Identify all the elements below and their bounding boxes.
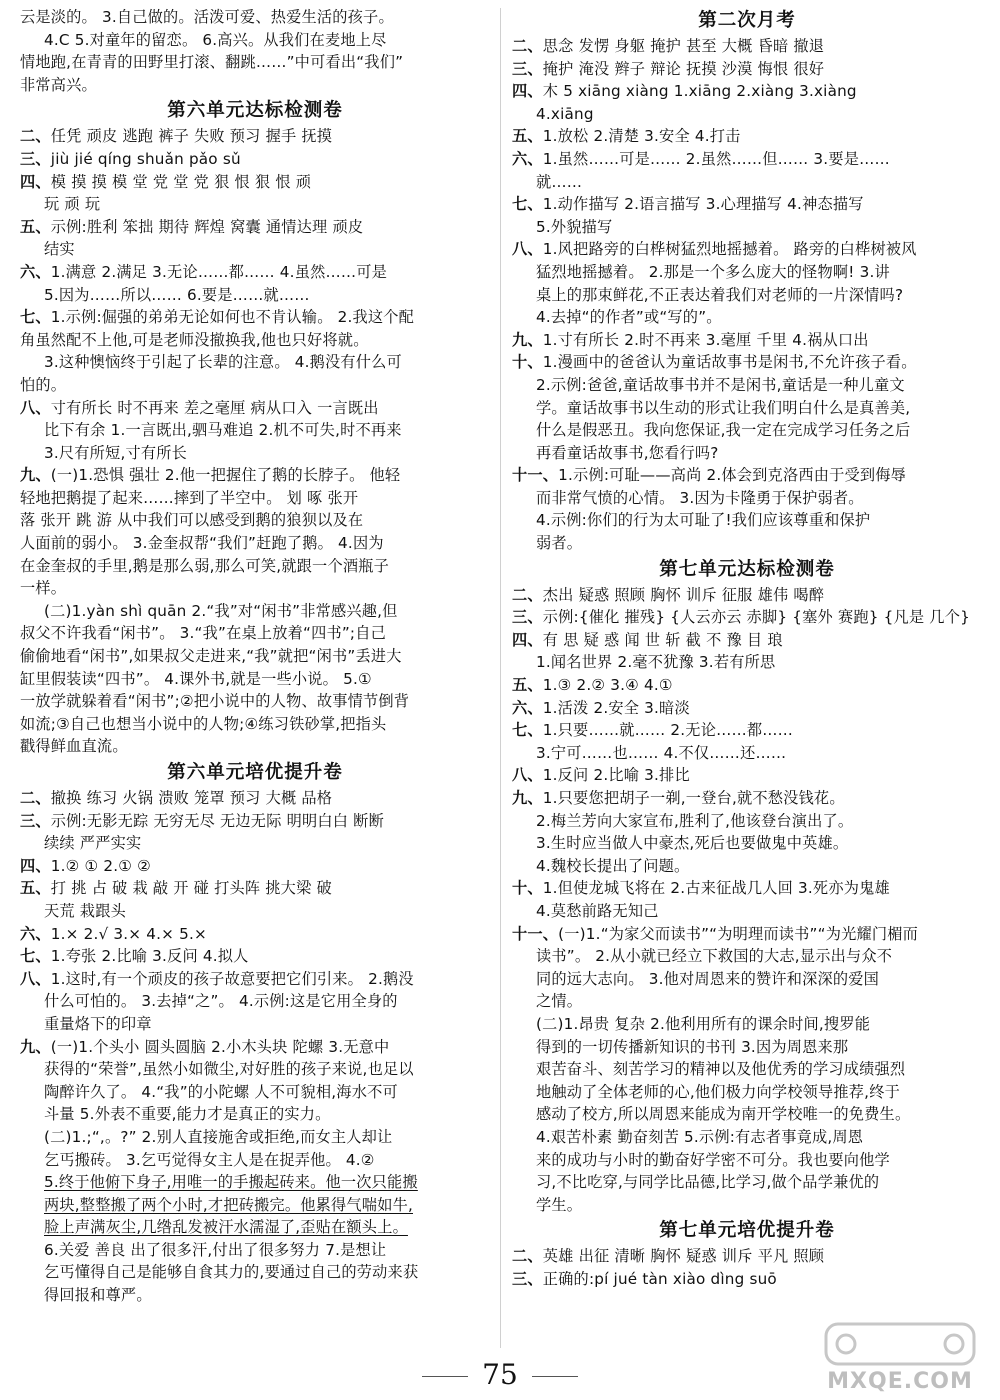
- answer-text: 感动了校方,所以周恩来能成为南开学校唯一的免费生。: [536, 1105, 911, 1124]
- answer-line: [512, 193, 982, 216]
- answer-text: 结实: [44, 240, 75, 259]
- answer-line: [20, 306, 490, 329]
- answer-line: [512, 125, 982, 148]
- answer-text: 1.风把路旁的白桦树猛烈地摇撼着。 路旁的白桦树被风: [542, 240, 917, 259]
- answer-line: [512, 306, 982, 329]
- question-number: 十、: [512, 879, 543, 898]
- answer-line: [20, 148, 490, 171]
- answer-line: [20, 1013, 490, 1036]
- answer-text: 4.去掉“的作者”或“写的”。: [536, 308, 722, 327]
- answer-text: 5.外貌描写: [536, 217, 613, 236]
- answer-text: 1.闻名世界 2.毫不犹豫 3.若有所思: [536, 653, 776, 672]
- answer-line: [512, 532, 982, 555]
- answer-line: [512, 606, 982, 629]
- answer-text: 学。童话故事书以生动的形式让我们明白什么是真善美,: [536, 398, 911, 417]
- watermark-logo-icon: [806, 1318, 994, 1368]
- answer-line: [512, 1194, 982, 1217]
- answer-line: [512, 877, 982, 900]
- answer-text: 6.关爱 善良 出了很多汗,付出了很多努力 7.是想让: [44, 1240, 387, 1259]
- answer-line: [20, 1261, 490, 1284]
- answer-line: [512, 80, 982, 103]
- answer-text: 寸有所长 时不再来 差之毫厘 病从口入 一言既出: [50, 398, 379, 417]
- answer-line: [20, 487, 490, 510]
- question-number: 六、: [20, 924, 51, 943]
- answer-line: [512, 374, 982, 397]
- answer-line: [512, 1036, 982, 1059]
- answer-text: 2.示例:爸爸,童话故事书并不是闲书,童话是一种儿童文: [536, 375, 905, 394]
- section-title: 第七单元达标检测卷: [659, 558, 835, 580]
- section-title: 第六单元达标检测卷: [167, 100, 343, 122]
- answer-line: [20, 216, 490, 239]
- answer-text: 4.xiāng: [536, 104, 594, 123]
- answer-line: [20, 622, 490, 645]
- answer-line: [512, 697, 982, 720]
- answer-line: [20, 284, 490, 307]
- answer-line: [512, 216, 982, 239]
- answer-text: 在金奎叔的手里,鹅是那么弱,那么可笑,就跟一个酒瓶子: [20, 556, 389, 575]
- question-number: 四、: [512, 630, 543, 649]
- answer-line: [512, 674, 982, 697]
- question-number: 八、: [512, 240, 543, 259]
- answer-text: 得回报和尊严。: [44, 1286, 152, 1305]
- answer-line: [512, 1268, 982, 1291]
- answer-line: [20, 735, 490, 758]
- answer-text: 有 思 疑 惑 闻 世 斩 截 不 豫 目 琅: [542, 630, 783, 649]
- question-number: 四、: [512, 82, 543, 101]
- answer-text: 1.× 2.√ 3.× 4.× 5.×: [50, 924, 207, 943]
- answer-line: [512, 810, 982, 833]
- answer-line: [20, 351, 490, 374]
- answer-line: [20, 1058, 490, 1081]
- answer-text: 1.动作描写 2.语言描写 3.心理描写 4.神态描写: [542, 195, 864, 214]
- question-number: 八、: [20, 969, 51, 988]
- answer-line: [20, 397, 490, 420]
- answer-text: 3.生时应当做人中豪杰,死后也要做鬼中英雄。: [536, 834, 849, 853]
- answer-line: [20, 600, 490, 623]
- answer-line: [20, 442, 490, 465]
- answer-text: 如流;③自己也想当小说中的人物;④练习铁砂掌,把指头: [20, 714, 387, 733]
- question-number: 六、: [512, 698, 543, 717]
- answer-line: [20, 923, 490, 946]
- answer-text: 1.但使龙城飞将在 2.古来征战几人回 3.死亦为鬼雄: [542, 879, 890, 898]
- answer-text: 缸里假装读“四书”。 4.课外书,就是一些小说。 5.①: [20, 669, 372, 688]
- answer-text: jiù jié qíng shuǎn pǎo sǔ: [50, 149, 241, 168]
- answer-text: 怕的。: [20, 375, 67, 394]
- answer-text: 4.莫愁前路无知己: [536, 901, 659, 920]
- answer-line: [20, 645, 490, 668]
- answer-line: [20, 171, 490, 194]
- answer-line: [20, 1171, 490, 1194]
- answer-line: [20, 261, 490, 284]
- answer-line: [512, 171, 982, 194]
- answer-line: [20, 6, 490, 29]
- answer-text: 示例:胜利 笨拙 期待 辉煌 窝囊 通情达理 顽皮: [50, 217, 364, 236]
- section-title: 第七单元培优提升卷: [659, 1220, 835, 1242]
- answer-column-left: [20, 6, 490, 1307]
- watermark-text: MXQE.COM: [827, 1369, 973, 1394]
- answer-line: [512, 584, 982, 607]
- answer-line: [512, 1171, 982, 1194]
- answer-text: 斗量 5.外表不重要,能力才是真正的实力。: [44, 1105, 331, 1124]
- answer-line: [20, 690, 490, 713]
- answer-text: 什么是假恶丑。我向您保证,我一定在完成学习任务之后: [536, 421, 911, 440]
- answer-line: [20, 125, 490, 148]
- answer-column-right: [512, 6, 982, 1290]
- question-number: 四、: [20, 856, 51, 875]
- answer-line: [512, 103, 982, 126]
- answer-line: [512, 787, 982, 810]
- answer-line: [512, 742, 982, 765]
- answer-line: [20, 374, 490, 397]
- question-number: 二、: [20, 127, 51, 146]
- question-number: 六、: [20, 262, 51, 281]
- answer-line: [20, 193, 490, 216]
- answer-text: 示例:无影无踪 无穷无尽 无边无际 明明白白 断断: [50, 811, 384, 830]
- question-number: 五、: [20, 879, 51, 898]
- question-number: 七、: [512, 195, 543, 214]
- answer-text: 比下有余 1.一言既出,驷马难追 2.机不可失,时不再来: [44, 421, 402, 440]
- answer-text: 再看童话故事书,您看行吗?: [536, 443, 719, 462]
- answer-line: [512, 1081, 982, 1104]
- question-number: 五、: [512, 127, 543, 146]
- column-divider: [500, 8, 501, 1348]
- answer-line: [512, 509, 982, 532]
- section-title: 第二次月考: [698, 10, 796, 31]
- answer-line: [512, 945, 982, 968]
- answer-line: [512, 990, 982, 1013]
- answer-line: [512, 487, 982, 510]
- answer-line: [20, 1216, 490, 1239]
- answer-line: [20, 713, 490, 736]
- answer-text: 1.示例:倔强的弟弟无论如何也不肯认输。 2.我这个配: [50, 308, 415, 327]
- answer-text: 掩护 淹没 辫子 辩论 抚摸 沙漠 悔恨 很好: [542, 59, 825, 78]
- answer-line: [20, 1036, 490, 1059]
- answer-text: 3.宁可……也…… 4.不仅……还……: [536, 743, 787, 762]
- answer-text: 艰苦奋斗、刻苦学习的精神以及他优秀的学习成绩强烈: [536, 1060, 906, 1079]
- answer-text: 1.夸张 2.比喻 3.反问 4.拟人: [50, 947, 249, 966]
- answer-line: [20, 810, 490, 833]
- question-number: 五、: [512, 676, 543, 695]
- answer-text: 1.只要您把胡子一剃,一登台,就不愁没钱花。: [542, 789, 845, 807]
- question-number: 三、: [512, 59, 543, 78]
- answer-line: [512, 284, 982, 307]
- site-watermark: [806, 1318, 994, 1396]
- answer-line: [20, 555, 490, 578]
- question-number: 四、: [20, 172, 51, 191]
- answer-text: 一样。: [20, 579, 67, 598]
- answer-text: 得到的一切传播新知识的书刊 3.因为周恩来那: [536, 1037, 849, 1056]
- answer-text: 情地跑,在青青的田野里打滚、翻跳……”中可看出“我们”: [20, 53, 404, 72]
- answer-text: 1.这时,有一个顽皮的孩子故意要把它们引来。 2.鹅没: [50, 969, 414, 988]
- question-number: 三、: [512, 608, 543, 627]
- answer-line: [512, 329, 982, 352]
- answer-text: (一)1.个头小 圆头圆脑 2.小木头块 陀螺 3.无意中: [50, 1037, 390, 1056]
- answer-line: [512, 855, 982, 878]
- answer-line: [20, 1284, 490, 1307]
- answer-text: 来的成功与小时的勤奋好学密不可分。我也要向他学: [536, 1150, 890, 1169]
- question-number: 八、: [512, 766, 543, 785]
- answer-text: 乞丐懂得自己是能够自食其力的,要通过自己的劳动来获: [44, 1263, 419, 1282]
- answer-text: 模 摸 摸 模 堂 党 堂 党 狠 恨 狠 恨 顽: [50, 172, 312, 191]
- answer-line: [20, 945, 490, 968]
- answer-text: (一)1.“为家父而读书”“为明理而读书”“为光耀门楣而: [558, 924, 919, 943]
- answer-line: [512, 900, 982, 923]
- answer-text: 角虽然配不上他,可是老师没撤换我,他也只好将就。: [20, 330, 369, 349]
- question-number: 二、: [512, 585, 543, 604]
- answer-line: [20, 1149, 490, 1172]
- answer-line: [20, 877, 490, 900]
- answer-line: [20, 855, 490, 878]
- answer-text: 叔父不许我看“闲书”。 3.“我”在桌上放着“四书”;自己: [20, 624, 387, 643]
- answer-line: [20, 419, 490, 442]
- answer-text: 戳得鲜血直流。: [20, 737, 128, 756]
- answer-line: [20, 990, 490, 1013]
- answer-text: 撤换 练习 火锅 溃败 笼罩 预习 大概 品格: [50, 789, 333, 807]
- answer-text: 英雄 出征 清晰 胸怀 疑惑 训斥 平凡 照顾: [542, 1247, 825, 1266]
- question-number: 十一、: [512, 924, 559, 943]
- question-number: 七、: [20, 947, 51, 966]
- answer-line: [512, 442, 982, 465]
- question-number: 七、: [512, 721, 543, 740]
- answer-text: 落 张开 跳 游 从中我们可以感受到鹅的狼狈以及在: [20, 511, 364, 530]
- answer-line: [512, 464, 982, 487]
- answer-text: 示例:{催化 摧残} {人云亦云 赤脚} {塞外 赛跑} {凡是 几个}: [542, 608, 970, 627]
- answer-text: 1.活泼 2.安全 3.暗淡: [542, 698, 690, 717]
- answer-text: 地触动了全体老师的心,他们极力向学校领导推荐,终于: [536, 1082, 900, 1101]
- answer-line: [512, 629, 982, 652]
- question-number: 二、: [512, 37, 543, 55]
- answer-text: 而非常气愤的心情。 3.因为卡隆勇于保护弱者。: [536, 488, 864, 507]
- answer-line: [512, 1058, 982, 1081]
- question-number: 二、: [512, 1247, 543, 1266]
- answer-line: [512, 764, 982, 787]
- question-number: 九、: [512, 330, 543, 349]
- answer-text: 陶醉许久了。 4.“我”的小陀螺 人不可貌相,海水不可: [44, 1082, 398, 1101]
- answer-text: 非常高兴。: [20, 75, 97, 94]
- answer-text: 弱者。: [536, 534, 583, 553]
- answer-text: 一放学就躲着看“闲书”;②把小说中的人物、故事情节倒背: [20, 692, 410, 711]
- question-number: 三、: [20, 149, 51, 168]
- answer-line: [512, 419, 982, 442]
- answer-text: 1.放松 2.清楚 3.安全 4.打击: [542, 127, 741, 146]
- answer-line: [512, 832, 982, 855]
- answer-line: [20, 1103, 490, 1126]
- answer-text: 习,不比吃穿,与同学比品德,比学习,做个品学兼优的: [536, 1173, 880, 1192]
- answer-line: [20, 74, 490, 97]
- answer-line: [512, 261, 982, 284]
- answer-text: 乞丐搬砖。 3.乞丐觉得女主人是在捉弄他。 4.②: [44, 1150, 375, 1169]
- answer-text: 1.满意 2.满足 3.无论……都…… 4.虽然……可是: [50, 262, 388, 281]
- answer-text: 轻地把鹅提了起来……摔到了半空中。 划 啄 张开: [20, 488, 359, 507]
- answer-line: [512, 351, 982, 374]
- answer-text: 1.示例:可耻——高尚 2.体会到克洛西由于受到侮辱: [558, 466, 907, 485]
- answer-text: 5.因为……所以…… 6.要是……就……: [44, 285, 310, 304]
- answer-line: [20, 509, 490, 532]
- answer-text: 偷偷地看“闲书”,如果叔父走进来,“我”就把“闲书”丢进大: [20, 647, 402, 666]
- answer-line: [20, 29, 490, 52]
- answer-text: 2.梅兰芳向大家宣布,胜利了,他该登台演出了。: [536, 811, 854, 830]
- answer-line: [20, 787, 490, 810]
- answer-line: [512, 651, 982, 674]
- answer-text: 打 挑 占 破 栽 敲 开 碰 打头阵 挑大梁 破: [50, 879, 332, 898]
- question-number: 九、: [512, 789, 543, 807]
- question-number: 十、: [512, 353, 543, 372]
- answer-line: [512, 148, 982, 171]
- answer-line: [20, 968, 490, 991]
- answer-text: 猛烈地摇撼着。 2.那是一个多么庞大的怪物啊! 3.讲: [536, 262, 890, 281]
- answer-text: 获得的“荣誉”,虽然小如微尘,对好胜的孩子来说,也足以: [44, 1060, 414, 1079]
- answer-text: 云是淡的。 3.自己做的。活泼可爱、热爱生活的孩子。: [20, 8, 394, 26]
- answer-text: 1.寸有所长 2.时不再来 3.毫厘 千里 4.祸从口出: [542, 330, 869, 349]
- answer-text: 天荒 栽跟头: [44, 901, 126, 920]
- question-number: 八、: [20, 398, 51, 417]
- answer-text: 5.终于他俯下身子,用唯一的手搬起砖来。他一次只能搬: [44, 1173, 418, 1192]
- answer-line: [20, 51, 490, 74]
- answer-text: 思念 发愣 身躯 掩护 甚至 大概 昏暗 撤退: [542, 37, 825, 55]
- answer-text: 玩 顽 玩: [44, 195, 101, 214]
- answer-text: 就……: [536, 172, 583, 191]
- question-number: 六、: [512, 149, 543, 168]
- answer-line: [20, 577, 490, 600]
- answer-line: [20, 1194, 490, 1217]
- answer-text: 读书”。 2.从小就已经立下救国的大志,显示出与众不: [536, 947, 893, 966]
- question-number: 五、: [20, 217, 51, 236]
- answer-text: 1.漫画中的爸爸认为童话故事书是闲书,不允许孩子看。: [542, 353, 917, 372]
- answer-text: 1.③ 2.② 3.④ 4.①: [542, 676, 673, 695]
- answer-line: [20, 329, 490, 352]
- answer-line: [20, 532, 490, 555]
- answer-text: 重量烙下的印章: [44, 1014, 152, 1033]
- answer-text: 之情。: [536, 992, 583, 1011]
- answer-text: 1.虽然……可是…… 2.虽然……但…… 3.要是……: [542, 149, 890, 168]
- question-number: 九、: [20, 1037, 51, 1056]
- answer-line: [512, 1149, 982, 1172]
- answer-line: [512, 923, 982, 946]
- section-title: 第六单元培优提升卷: [167, 762, 343, 783]
- answer-line: [512, 1013, 982, 1036]
- answer-text: 1.② ① 2.① ②: [50, 856, 151, 875]
- answer-line: [512, 1126, 982, 1149]
- answer-text: 4.艰苦朴素 勤奋刻苦 5.示例:有志者事竟成,周恩: [536, 1127, 864, 1146]
- question-number: 三、: [512, 1269, 543, 1288]
- answer-text: (二)1.yàn shì quān 2.“我”对“闲书”非常感兴趣,但: [44, 601, 398, 620]
- answer-text: 续续 严严实实: [44, 834, 142, 853]
- answer-line: [20, 832, 490, 855]
- answer-text: 4.魏校长提出了问题。: [536, 856, 690, 875]
- answer-line: [512, 35, 982, 58]
- answer-text: 木 5 xiāng xiàng 1.xiāng 2.xiàng 3.xiàng: [542, 82, 857, 101]
- answer-line: [20, 668, 490, 691]
- question-number: 二、: [20, 789, 51, 807]
- question-number: 九、: [20, 466, 51, 485]
- page-number-text: 75: [482, 1358, 518, 1391]
- answer-text: (二)1.昂贵 复杂 2.他利用所有的课余时间,搜罗能: [536, 1014, 871, 1033]
- answer-text: 同的远大志向。 3.他对周恩来的赞许和深深的爱国: [536, 969, 880, 988]
- answer-text: 3.尺有所短,寸有所长: [44, 443, 188, 462]
- answer-text: 1.反问 2.比喻 3.排比: [542, 766, 690, 785]
- answer-line: [20, 900, 490, 923]
- answer-text: 4.示例:你们的行为太可耻了!我们应该尊重和保护: [536, 511, 871, 530]
- answer-text: (一)1.恐惧 强壮 2.他一把握住了鹅的长脖子。 他轻: [50, 466, 401, 485]
- answer-line: [512, 397, 982, 420]
- answer-line: [20, 238, 490, 261]
- question-number: 三、: [20, 811, 51, 830]
- answer-text: 任凭 顽皮 逃跑 裤子 失败 预习 握手 抚摸: [50, 127, 333, 146]
- answer-text: 4.C 5.对童年的留恋。 6.高兴。从我们在麦地上尽: [44, 30, 387, 49]
- answer-text: (二)1.;“,。?” 2.别人直接施舍或拒绝,而女主人却让: [44, 1127, 393, 1146]
- question-number: 七、: [20, 308, 51, 327]
- answer-text: 学生。: [536, 1195, 583, 1214]
- answer-line: [20, 1081, 490, 1104]
- answer-text: 人面前的弱小。 3.金奎叔帮“我们”赶跑了鹅。 4.因为: [20, 534, 384, 553]
- answer-text: 桌上的那束鲜花,不正表达着我们对老师的一片深情吗?: [536, 285, 904, 304]
- answer-text: 3.这种懊恼终于引起了长辈的注意。 4.鹅没有什么可: [44, 353, 402, 372]
- answer-text: 1.只要……就…… 2.无论……都……: [542, 721, 794, 740]
- question-number: 十一、: [512, 466, 559, 485]
- answer-line: [20, 464, 490, 487]
- answer-line: [512, 1103, 982, 1126]
- answer-text: 杰出 疑惑 照顾 胸怀 训斥 征服 雄伟 喝醉: [542, 585, 825, 604]
- answer-line: [512, 968, 982, 991]
- answer-line: [512, 719, 982, 742]
- answer-line: [512, 1245, 982, 1268]
- answer-text: 脸上声满灰尘,几绺乱发被汗水濡湿了,歪贴在额头上。: [44, 1218, 408, 1237]
- answer-line: [512, 238, 982, 261]
- answer-line: [20, 1126, 490, 1149]
- answer-line: [512, 58, 982, 81]
- answer-text: 两块,整整搬了两个小时,才把砖搬完。他累得气喘如牛,: [44, 1195, 413, 1214]
- answer-text: 什么可怕的。 3.去掉“之”。 4.示例:这是它用全身的: [44, 992, 398, 1011]
- answer-line: [20, 1239, 490, 1262]
- answer-text: 正确的:pí jué tàn xiào dìng suō: [542, 1269, 777, 1288]
